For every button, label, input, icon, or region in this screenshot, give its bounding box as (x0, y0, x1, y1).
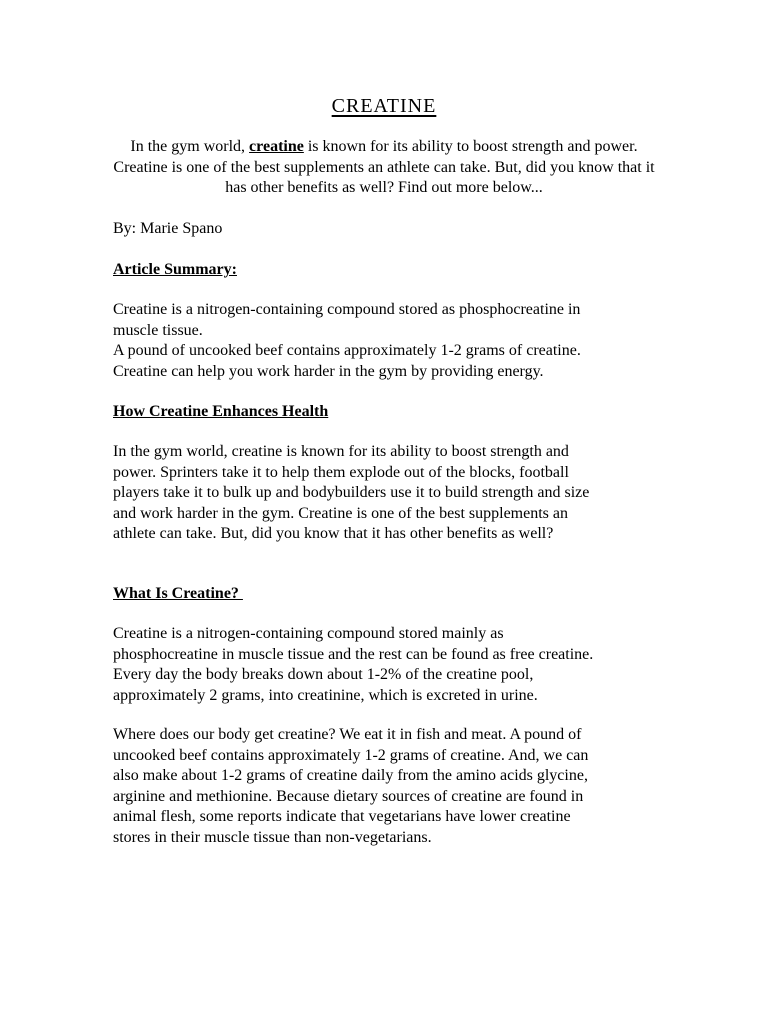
what-line: Where does our body get creatine? We eat it in fish and meat. A pound of (113, 726, 582, 743)
summary-line: muscle tissue. (113, 321, 203, 339)
intro-text-before: In the gym world, (130, 138, 250, 155)
byline: By: Marie Spano (113, 220, 223, 237)
what-line: animal flesh, some reports indicate that vegetarians have lower creatine (113, 808, 571, 826)
summary-line: A pound of uncooked beef contains approximately 1-2 grams of creatine. (113, 342, 581, 360)
what-line: stores in their muscle tissue than non-vegetarians. (113, 828, 432, 846)
health-line: players take it to bulk up and bodybuilders use it to build strength and size (113, 484, 590, 502)
intro-keyword-link[interactable]: creatine (249, 138, 304, 155)
intro-paragraph (112, 137, 656, 199)
what-line: arginine and methionine. Because dietary sources of creatine are found in (113, 787, 584, 805)
intro-text-after: is known for its ability to boost strength and power. Creatine is one of the best supplements an athlete can take. But, did you know that it has other benefits as well? Find out more below... (113, 138, 655, 197)
what-heading: What Is Creatine? (113, 585, 243, 602)
what-line: also make about 1-2 grams of creatine daily from the amino acids glycine, (113, 767, 588, 785)
summary-heading: Article Summary: (113, 261, 237, 278)
what-paragraph-1 (113, 624, 653, 706)
health-line: power. Sprinters take it to help them explode out of the blocks, football (113, 463, 569, 481)
health-paragraph (113, 442, 653, 545)
health-line: and work harder in the gym. Creatine is one of the best supplements an (113, 504, 568, 522)
document-title: CREATINE (331, 95, 437, 117)
what-line: Every day the body breaks down about 1-2% of the creatine pool, (113, 666, 534, 684)
health-heading: How Creatine Enhances Health (113, 403, 329, 420)
health-line: athlete can take. But, did you know that it has other benefits as well? (113, 525, 554, 543)
health-line: In the gym world, creatine is known for its ability to boost strength and (113, 443, 569, 460)
summary-text (113, 300, 653, 382)
summary-line: Creatine is a nitrogen-containing compound stored as phosphocreatine in (113, 301, 581, 318)
what-line: uncooked beef contains approximately 1-2 grams of creatine. And, we can (113, 746, 589, 764)
summary-line: Creatine can help you work harder in the gym by providing energy. (113, 362, 544, 380)
what-line: Creatine is a nitrogen-containing compound stored mainly as (113, 625, 504, 642)
what-line: approximately 2 grams, into creatinine, which is excreted in urine. (113, 686, 538, 704)
what-paragraph-2 (113, 725, 653, 849)
what-line: phosphocreatine in muscle tissue and the rest can be found as free creatine. (113, 645, 594, 663)
